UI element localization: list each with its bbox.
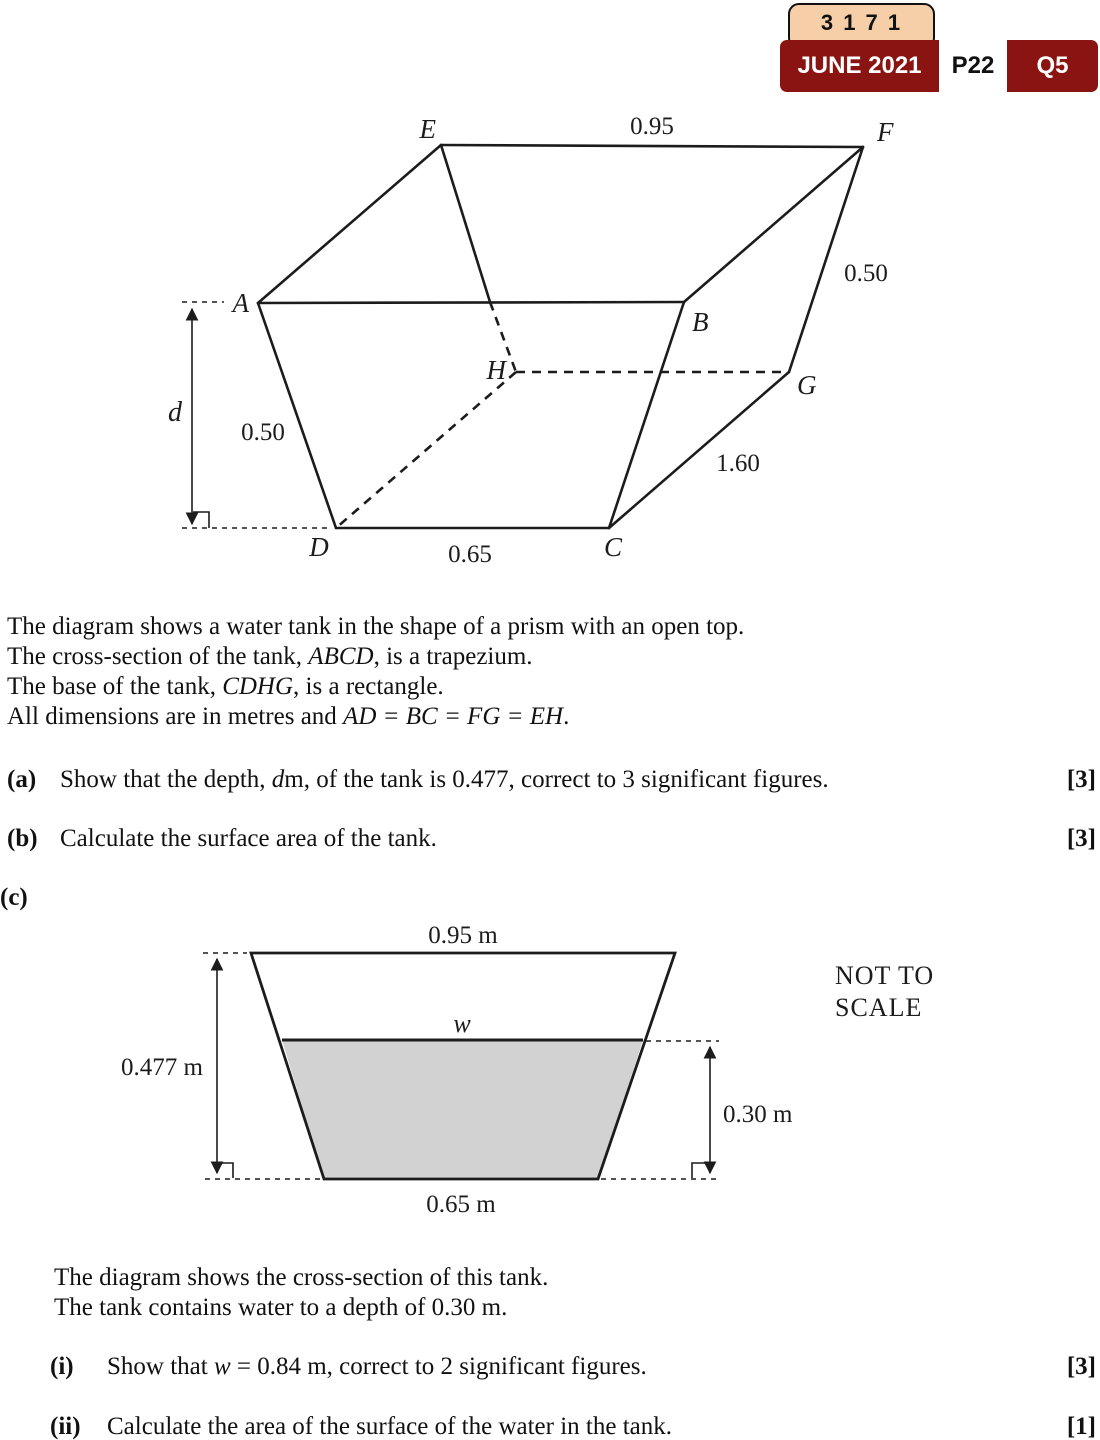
- part-a-text: Show that the depth, dm, of the tank is 0.477, correct to 3 significant figures.: [60, 766, 829, 793]
- part-b-row: [7, 824, 1096, 854]
- part-c-row: [0, 883, 1096, 913]
- vertex-label-h: H: [486, 355, 506, 385]
- exam-code-label: 3 1 7 1: [820, 10, 903, 35]
- question-badge: Q5: [1036, 52, 1069, 79]
- cs-dim-top: 0.95 m: [428, 922, 498, 949]
- dim-label-left: 0.50: [241, 419, 285, 446]
- session-bar: [780, 40, 1098, 92]
- subpart-ii-label: (ii): [50, 1413, 81, 1440]
- vertex-label-c: C: [603, 532, 623, 562]
- subpart-i-text: Show that w = 0.84 m, correct to 2 significant figures.: [107, 1353, 647, 1380]
- subpart-i-row: [50, 1352, 1096, 1382]
- vertex-label-e: E: [419, 114, 436, 144]
- closing-paragraph: [54, 1263, 974, 1323]
- vertex-labels: [231, 114, 895, 562]
- part-a-mark: [3]: [1066, 766, 1096, 793]
- dim-label-right: 0.50: [844, 260, 888, 287]
- dim-label-slant: 1.60: [716, 450, 760, 477]
- prism-solid-edges: [258, 145, 863, 528]
- cs-dim-height: 0.477 m: [121, 1054, 203, 1081]
- subpart-ii-mark: [1]: [1066, 1413, 1096, 1440]
- vertex-label-b: B: [692, 307, 709, 337]
- closing-line-1: The diagram shows the cross-section of this tank.: [54, 1264, 549, 1291]
- subpart-ii-text: Calculate the area of the surface of the water in the tank.: [107, 1413, 673, 1440]
- part-a-label: (a): [7, 766, 37, 793]
- dim-label-top: 0.95: [630, 113, 674, 140]
- subpart-i-mark: [3]: [1066, 1353, 1096, 1380]
- intro-line-2: The cross-section of the tank, ABCD, is a trapezium.: [7, 643, 533, 670]
- not-to-scale-note: NOT TO SCALE: [835, 961, 935, 1022]
- prism-diagram: [130, 95, 960, 585]
- intro-paragraph: [7, 612, 927, 732]
- part-b-text: Calculate the surface area of the tank.: [60, 825, 437, 852]
- part-c-label: (c): [0, 884, 28, 911]
- part-b-label: (b): [7, 825, 38, 852]
- vertex-label-a: A: [232, 288, 249, 318]
- dim-label-bottom: 0.65: [448, 541, 492, 568]
- depth-label: d: [168, 397, 182, 428]
- water-region: [282, 1040, 643, 1179]
- intro-line-3: The base of the tank, CDHG, is a rectangle.: [7, 673, 444, 700]
- cross-section-diagram: [100, 915, 793, 1225]
- vertex-label-g: G: [797, 370, 817, 400]
- prism-hidden-edges: [336, 302, 789, 528]
- vertex-label-d: D: [309, 532, 329, 562]
- cs-dim-water-depth: 0.30 m: [723, 1101, 793, 1128]
- session-badge: JUNE 2021: [797, 52, 922, 79]
- closing-line-2: The tank contains water to a depth of 0.30 m.: [54, 1294, 508, 1321]
- cs-dim-bottom: 0.65 m: [426, 1191, 496, 1218]
- intro-line-4: All dimensions are in metres and AD = BC = FG = EH.: [7, 703, 570, 730]
- subpart-ii-row: [50, 1412, 1096, 1440]
- dimension-labels: [241, 113, 888, 568]
- intro-line-1: The diagram shows a water tank in the shape of a prism with an open top.: [7, 613, 745, 640]
- vertex-label-f: F: [877, 117, 894, 147]
- part-b-mark: [3]: [1066, 825, 1096, 852]
- paper-badge: P22: [939, 40, 1007, 92]
- cs-water-width-label: w: [453, 1009, 471, 1038]
- subpart-i-label: (i): [50, 1353, 74, 1380]
- depth-dimension: [168, 302, 330, 528]
- part-a-row: [7, 765, 1096, 795]
